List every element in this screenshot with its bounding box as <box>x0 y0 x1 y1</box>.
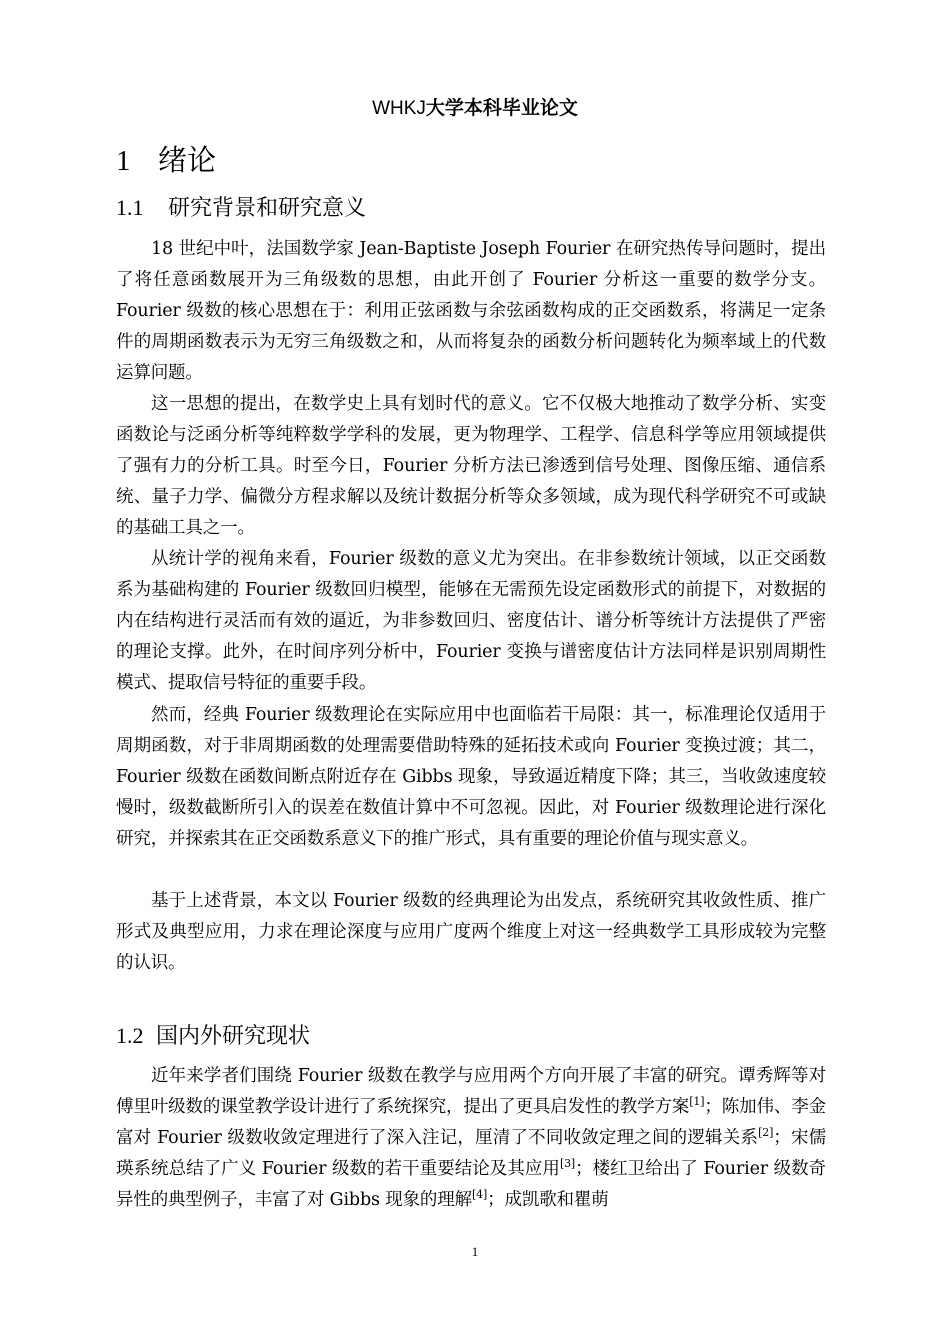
paragraph-text: 近年来学者们围绕 Fourier 级数在教学与应用两个方向开展了丰富的研究。谭秀辉等对傅里叶级数的课堂教学设计进行了系统探究，提出了更具启发性的教学方案 <box>116 1066 826 1117</box>
body-paragraph <box>116 1061 826 1216</box>
chapter-title: 绪论 <box>158 143 217 177</box>
paragraph-text: ；宋儒瑛系统总结了广义 Fourier 级数的若干重要结论及其应用 <box>116 1128 826 1179</box>
body-paragraph: 这一思想的提出，在数学史上具有划时代的意义。它不仅极大地推动了数学分析、实变函数论与泛函分析等纯粹数学学科的发展，更为物理学、工程学、信息科学等应用领域提供了强有力的分析工具。时至今日，Fourier 分析方法已渗透到信号处理、图像压缩、通信系统、量子力学、偏微分方程求解以及统计数据分析等众多领域，成为现代科学研究不可或缺的基础工具之一。 <box>116 394 826 538</box>
paragraph-text: ；楼红卫给出了 Fourier 级数奇异性的典型例子，丰富了对 Gibbs 现象的理解 <box>116 1159 827 1210</box>
chapter-heading <box>116 140 216 181</box>
section-title: 研究背景和研究意义 <box>168 196 367 221</box>
citation-ref: [4] <box>472 1188 488 1201</box>
body-paragraph: 从统计学的视角来看，Fourier 级数的意义尤为突出。在非参数统计领域，以正交函数系为基础构建的 Fourier 级数回归模型，能够在无需预先设定函数形式的前提下，对数据的内在结构进行灵活而有效的逼近，为非参数回归、密度估计、谱分析等统计方法提供了严密的理论支撑。此外，在时间序列分析中，Fourier 变换与谱密度估计方法同样是识别周期性模式、提取信号特征的重要手段。 <box>116 549 826 693</box>
header-title: 大学本科毕业论文 <box>425 97 578 119</box>
body-paragraph: 然而，经典 Fourier 级数理论在实际应用中也面临若干局限：其一，标准理论仅适用于周期函数，对于非周期函数的处理需要借助特殊的延拓技术或向 Fourier 变换过渡；其二，Fourier 级数在函数间断点附近存在 Gibbs 现象，导致逼近精度下降；其三，当收敛速度较慢时，级数截断所引入的误差在数值计算中不可忽视。因此，对 Fourier 级数理论进行深化研究，并探索其在正交函数系意义下的推广形式，具有重要的理论价值与现实意义。 <box>116 705 826 849</box>
running-header <box>0 96 950 121</box>
chapter-number: 1 <box>116 145 131 177</box>
body-paragraph: 18 世纪中叶，法国数学家 Jean-Baptiste Joseph Fourier 在研究热传导问题时，提出了将任意函数展开为三角级数的思想，由此开创了 Fourier 分析这一重要的数学分支。Fourier 级数的核心思想在于：利用正弦函数与余弦函数构成的正交函数系，将满足一定条件的周期函数表示为无穷三角级数之和，从而将复杂的函数分析问题转化为频率域上的代数运算问题。 <box>116 239 826 383</box>
paragraph-text: ；成凯歌和瞿萌 <box>487 1190 609 1210</box>
section-heading-1-2 <box>116 1021 310 1052</box>
page-number: 1 <box>471 1244 479 1259</box>
citation-ref: [1] <box>689 1095 705 1108</box>
paragraph-text: ；陈加伟、李金富对 Fourier 级数收敛定理进行了深入注记，厘清了不同收敛定理之间的逻辑关系 <box>116 1097 826 1148</box>
header-prefix: WHKJ <box>372 98 426 119</box>
citation-ref: [3] <box>559 1157 576 1170</box>
body-paragraph: 基于上述背景，本文以 Fourier 级数的经典理论为出发点，系统研究其收敛性质、推广形式及典型应用，力求在理论深度与应用广度两个维度上对这一经典数学工具形成较为完整的认识。 <box>116 891 826 973</box>
section-title: 国内外研究现状 <box>156 1024 311 1049</box>
section-heading-1-1 <box>116 193 366 224</box>
citation-ref: [2] <box>758 1126 774 1139</box>
section-number: 1.1 <box>116 195 144 220</box>
section-number: 1.2 <box>116 1023 144 1048</box>
